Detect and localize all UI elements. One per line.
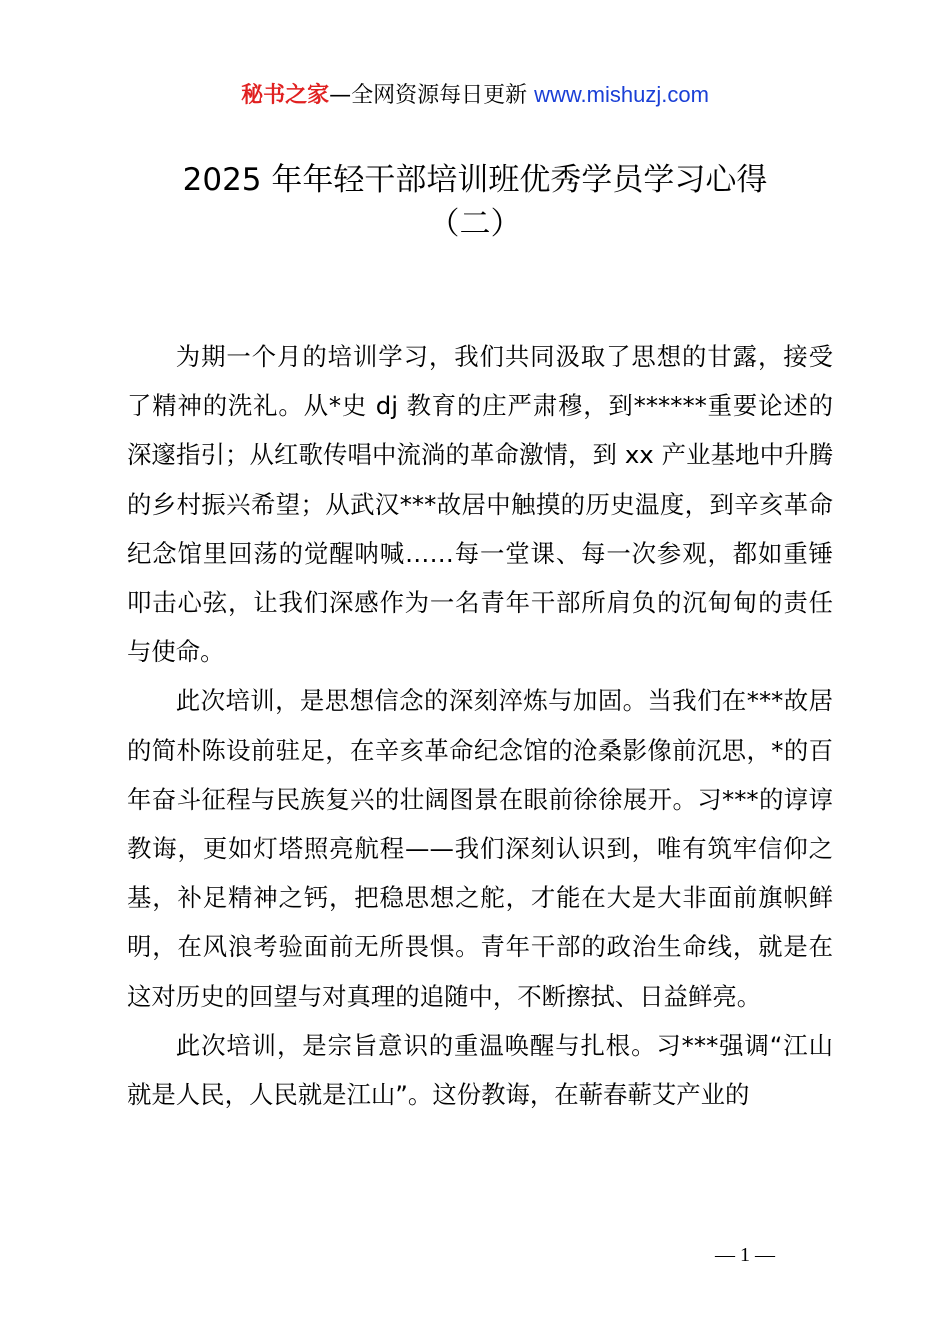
- page-number: — 1 —: [715, 1244, 775, 1266]
- document-body: [127, 332, 833, 1119]
- site-header: [0, 80, 950, 111]
- document-title: [100, 158, 850, 246]
- body-paragraph-3: 此次培训，是宗旨意识的重温唤醒与扎根。习***强调“江山就是人民，人民就是江山”。这份教诲，在蕲春蕲艾产业的: [127, 1030, 833, 1110]
- site-url-link[interactable]: www.mishuzj.com: [534, 82, 709, 107]
- body-paragraph-2: 此次培训，是思想信念的深刻淬炼与加固。当我们在***故居的简朴陈设前驻足，在辛亥革命纪念馆的沧桑影像前沉思，*的百年奋斗征程与民族复兴的壮阔图景在眼前徐徐展开。习***的谆谆教诲，更如灯塔照亮航程——我们深刻认识到，唯有筑牢信仰之基，补足精神之钙，把稳思想之舵，才能在大是大非面前旗帜鲜明，在风浪考验面前无所畏惧。青年干部的政治生命线，就是在这对历史的回望与对真理的追随中，不断擦拭、日益鲜亮。: [127, 686, 833, 1011]
- body-paragraph-1: 为期一个月的培训学习，我们共同汲取了思想的甘露，接受了精神的洗礼。从*史 dj 教育的庄严肃穆，到******重要论述的深邃指引；从红歌传唱中流淌的革命激情，到 xx 产业基地中升腾的乡村振兴希望；从武汉***故居中触摸的历史温度，到辛亥革命纪念馆里回荡的觉醒呐喊……每一堂课、每一次参观，都如重锤叩击心弦，让我们深感作为一名青年干部所肩负的沉甸甸的责任与使命。: [127, 342, 833, 667]
- title-line-1: 2025 年年轻干部培训班优秀学员学习心得: [182, 162, 768, 198]
- title-line-2: （二）: [428, 206, 522, 242]
- header-tagline: —全网资源每日更新: [329, 83, 528, 108]
- brand-name: 秘书之家: [241, 83, 330, 108]
